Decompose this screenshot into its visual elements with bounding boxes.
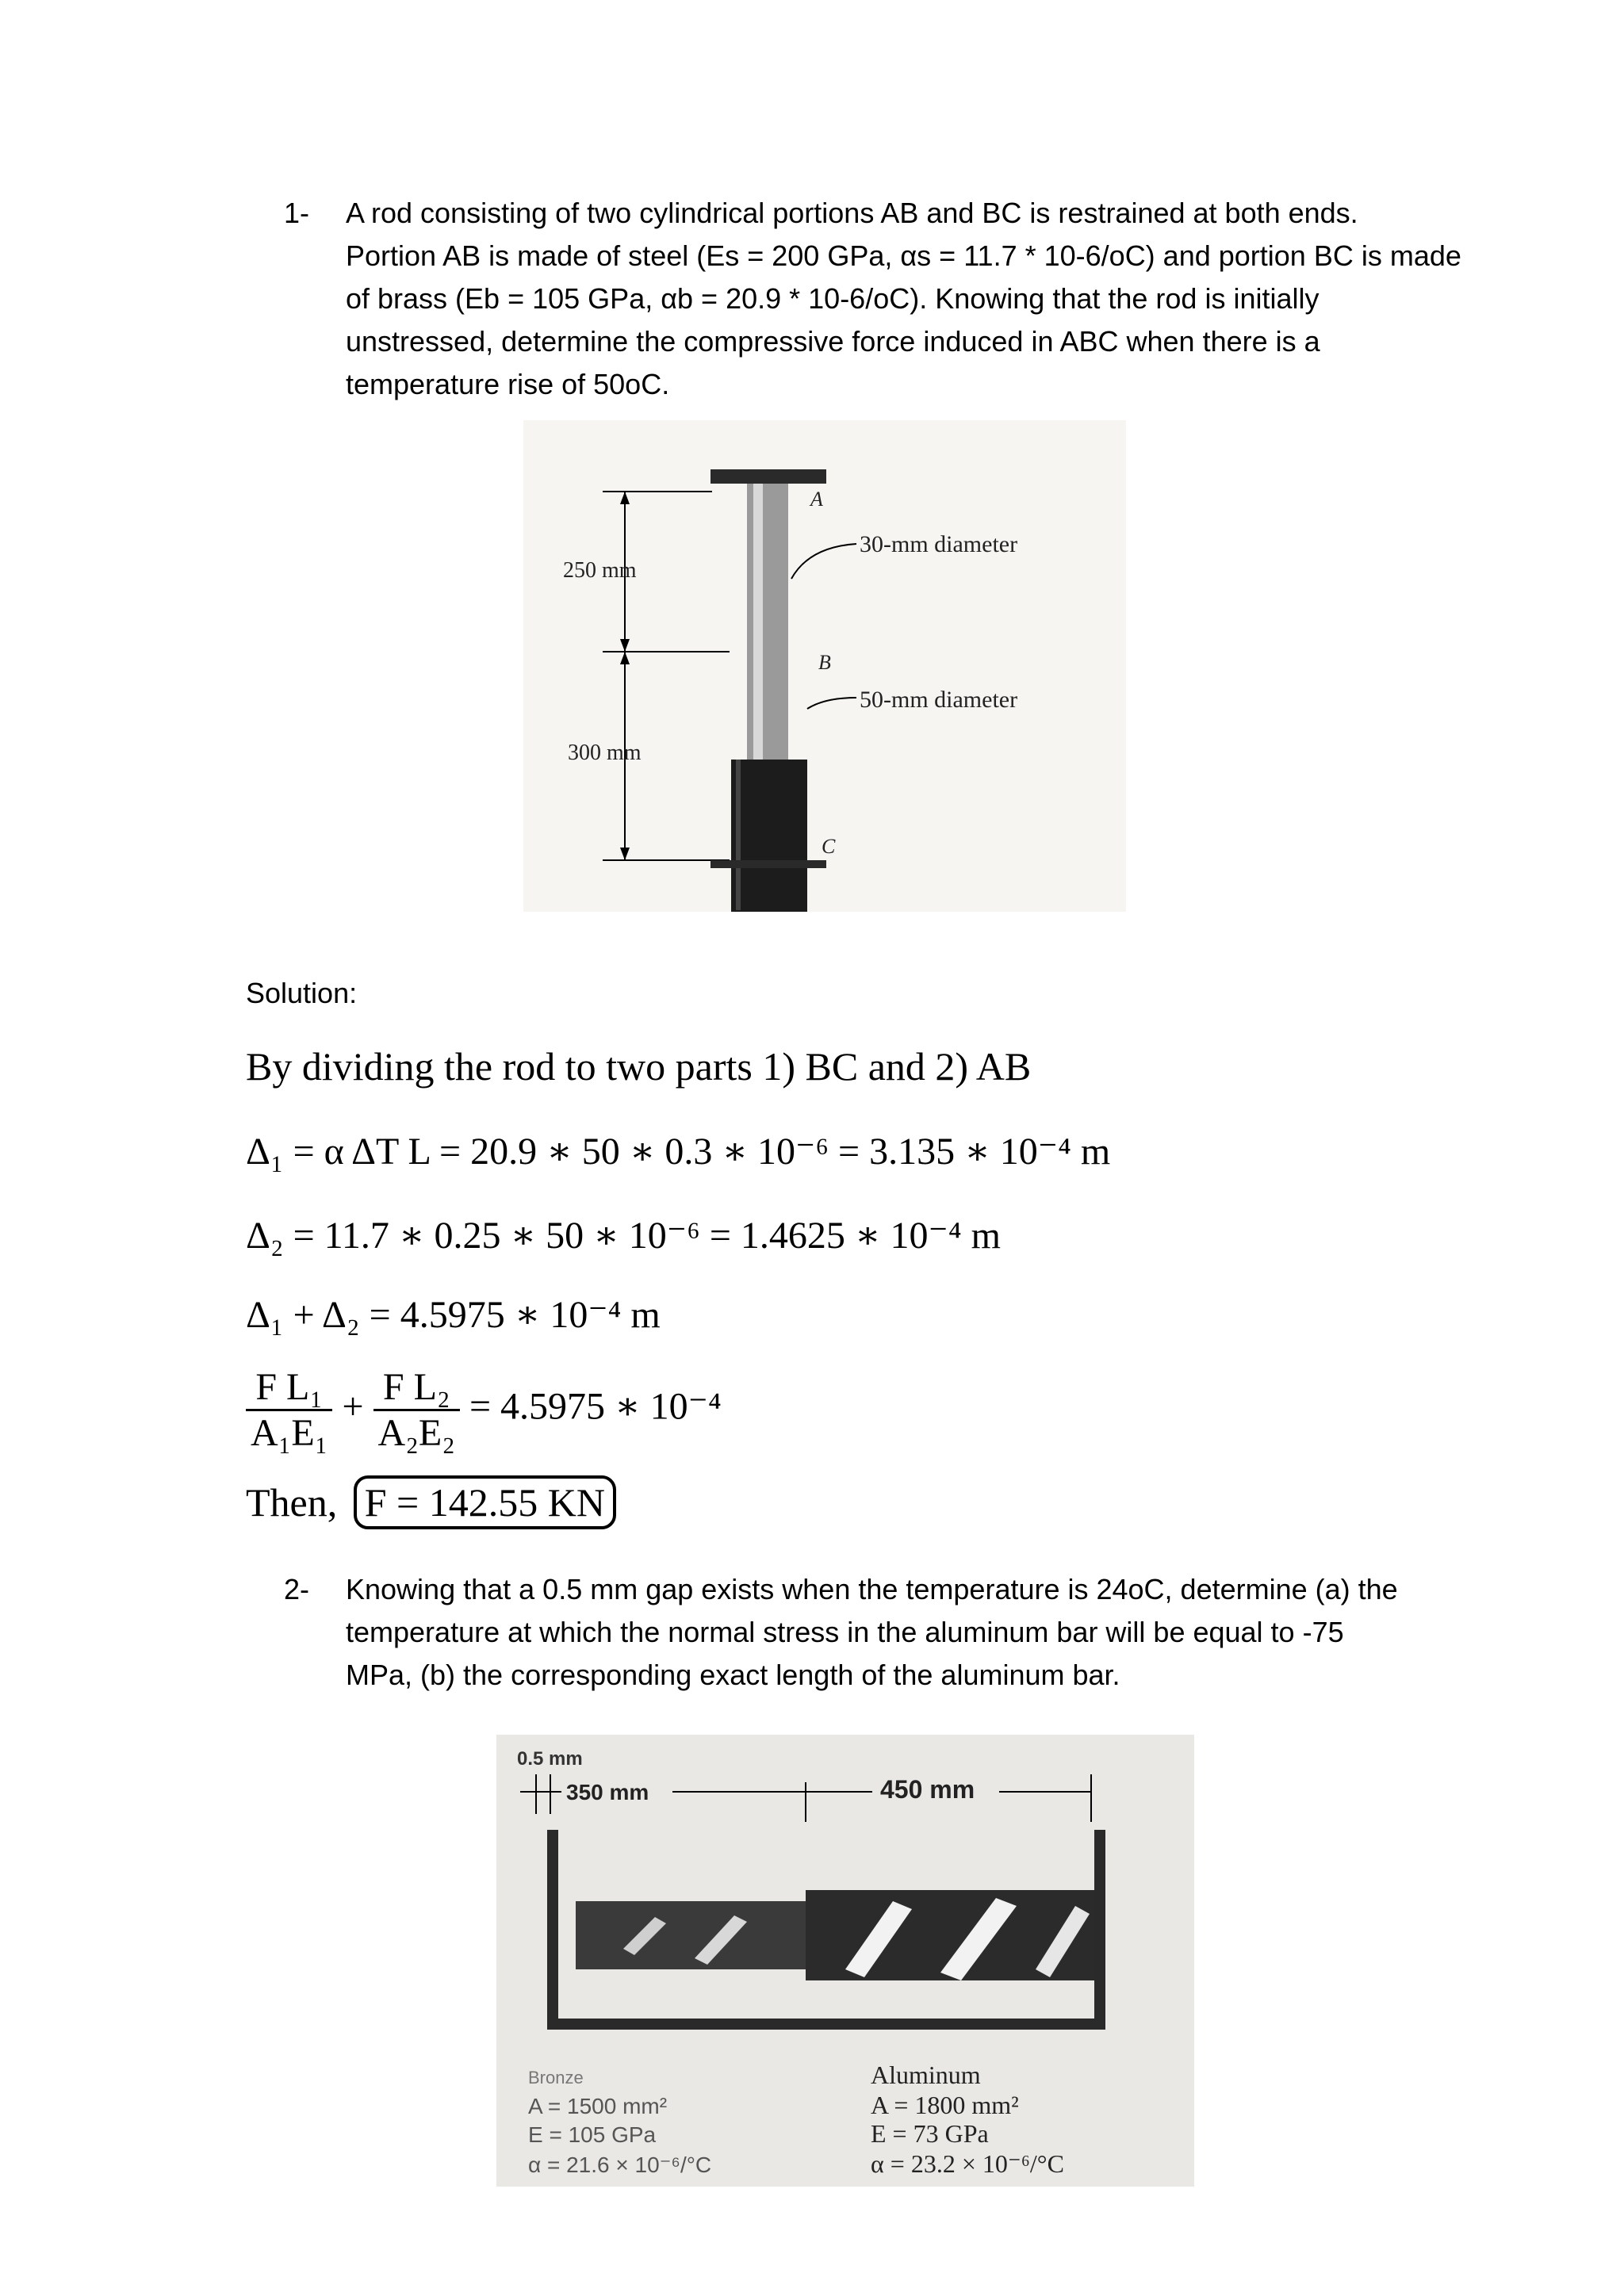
right-support	[1094, 1830, 1105, 2028]
solution-intro: By dividing the rod to two parts 1) BC and 2) AB	[246, 1044, 1032, 1089]
problem-1-line: unstressed, determine the compressive force induced in ABC when there is a	[346, 325, 1320, 358]
aluminum-title: Aluminum	[871, 2061, 981, 2089]
equation-delta-sum: Δ₁ + Δ₂ = 4.5975 ∗ 10⁻⁴ m	[246, 1294, 661, 1336]
gap-label: 0.5 mm	[517, 1748, 583, 1770]
then-label: Then,	[246, 1480, 338, 1525]
fraction-2	[373, 1365, 460, 1455]
length-bronze-label: 350 mm	[566, 1780, 649, 1804]
problem-1-number: 1-	[284, 197, 310, 229]
answer-box: F = 142.55 KN	[354, 1475, 616, 1529]
diam-bc-label: 50-mm diameter	[860, 687, 1018, 713]
aluminum-area: A = 1800 mm²	[871, 2091, 1019, 2119]
left-support	[547, 1830, 558, 2028]
equation-rhs: = 4.5975 ∗ 10⁻⁴	[469, 1385, 722, 1428]
bars-figure	[496, 1735, 1194, 2187]
plus-sign: +	[342, 1385, 364, 1428]
equation-delta-2: Δ₂ = 11.7 ∗ 0.25 ∗ 50 ∗ 10⁻⁶ = 1.4625 ∗ 10⁻⁴ m	[246, 1215, 1001, 1257]
point-a-label: A	[810, 488, 823, 511]
bronze-modulus: E = 105 GPa	[528, 2122, 657, 2147]
point-b-label: B	[818, 651, 831, 674]
problem-2-line: temperature at which the normal stress in the aluminum bar will be equal to -75	[346, 1616, 1344, 1648]
bronze-area: A = 1500 mm²	[528, 2094, 668, 2118]
problem-1-line: Portion AB is made of steel (Es = 200 GPa, αs = 11.7 * 10-6/oC) and portion BC is made	[346, 239, 1461, 272]
problem-1-text	[346, 192, 1461, 406]
fraction-1	[246, 1365, 332, 1455]
bronze-bar	[576, 1901, 806, 1969]
top-support	[710, 469, 826, 484]
dim-bc-label: 300 mm	[568, 740, 642, 765]
rod-ab	[747, 484, 788, 760]
problem-1-line: of brass (Eb = 105 GPa, αb = 20.9 * 10-6/oC). Knowing that the rod is initially	[346, 282, 1320, 315]
diam-ab-label: 30-mm diameter	[860, 531, 1018, 557]
problem-2-line: MPa, (b) the corresponding exact length of the aluminum bar.	[346, 1659, 1120, 1691]
length-aluminum-label: 450 mm	[880, 1775, 975, 1804]
dim-ab-label: 250 mm	[563, 558, 637, 583]
problem-1-line: A rod consisting of two cylindrical portions AB and BC is restrained at both ends.	[346, 197, 1358, 229]
final-answer-line	[246, 1479, 616, 1525]
fraction-1-denominator: A₁E₁	[251, 1412, 328, 1454]
problem-2-text	[346, 1568, 1408, 1697]
base-frame	[547, 2019, 1105, 2030]
rod-figure	[523, 420, 1126, 912]
problem-2-number: 2-	[284, 1573, 310, 1605]
aluminum-modulus: E = 73 GPa	[871, 2119, 989, 2148]
fraction-2-denominator: A₂E₂	[377, 1412, 455, 1454]
equation-delta-1: Δ₁ = α ΔT L = 20.9 ∗ 50 ∗ 0.3 ∗ 10⁻⁶ = 3.135 ∗ 10⁻⁴ m	[246, 1131, 1111, 1173]
rod-bc	[731, 760, 807, 912]
problem-1-line: temperature rise of 50oC.	[346, 368, 670, 400]
bronze-alpha: α = 21.6 × 10⁻⁶/°C	[528, 2152, 712, 2177]
equation-force-sum	[246, 1365, 722, 1455]
solution-label: Solution:	[246, 977, 358, 1009]
fraction-1-numerator: F L₁	[246, 1365, 332, 1411]
bronze-title: Bronze	[528, 2068, 584, 2087]
point-c-label: C	[822, 835, 836, 858]
bottom-support	[710, 860, 826, 868]
fraction-2-numerator: F L₂	[373, 1365, 460, 1411]
aluminum-alpha: α = 23.2 × 10⁻⁶/°C	[871, 2149, 1064, 2178]
problem-2-line: Knowing that a 0.5 mm gap exists when the temperature is 24oC, determine (a) the	[346, 1573, 1398, 1605]
